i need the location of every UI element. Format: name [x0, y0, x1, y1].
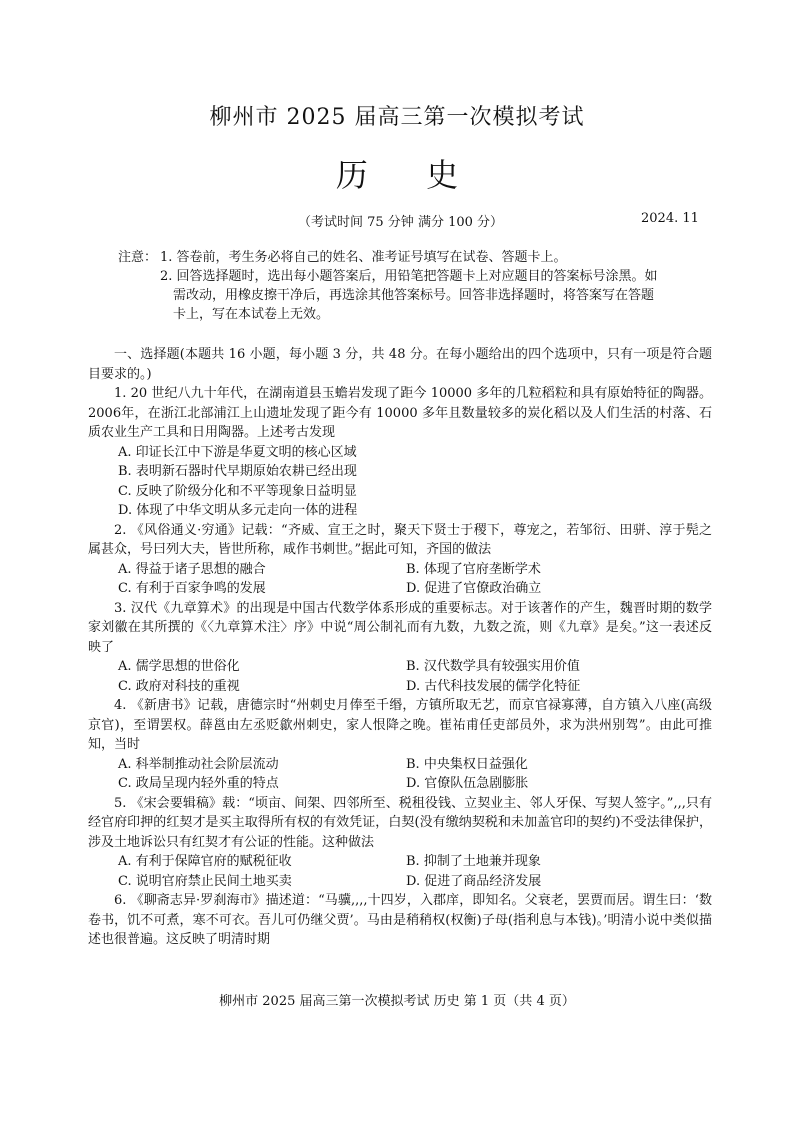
question-5-option-a: A. 有利于保障官府的赋税征收 [118, 854, 292, 869]
question-3-options [88, 657, 712, 696]
question-1-option-b: B. 表明新石器时代早期原始农耕已经出现 [118, 464, 357, 479]
notice-item-1: 1. 答卷前，考生务必将自己的姓名、准考证号填写在试卷、答题卡上。 [160, 250, 567, 265]
question-2-options [88, 560, 712, 599]
exam-meta: （考试时间 75 分钟 满分 100 分） [298, 215, 504, 230]
exam-title: 柳州市 2025 届高三第一次模拟考试 [209, 105, 585, 130]
question-1-option-c: C. 反映了阶级分化和不平等现象日益明显 [118, 483, 357, 499]
question-4-option-b: B. 中央集权日益强化 [406, 756, 528, 772]
question-content [88, 345, 712, 950]
question-2-option-a: A. 得益于诸子思想的融合 [118, 561, 266, 577]
question-4-option-a: A. 科举制推动社会阶层流动 [118, 756, 279, 772]
question-1-option-d: D. 体现了中华文明从多元走向一体的进程 [118, 503, 358, 518]
question-4-option-c: C. 政局呈现内轻外重的特点 [118, 776, 279, 791]
notice-item-2-line-2: 需改动，用橡皮擦干净后，再选涂其他答案标号。回答非选择题时，将答案写在答题 [173, 288, 655, 303]
question-1-options [88, 443, 712, 521]
subject-title: 历 史 [335, 156, 483, 194]
question-2-option-b: B. 体现了官府垄断学术 [406, 561, 541, 577]
question-5-options [88, 852, 712, 891]
notice-label: 注意： [118, 250, 158, 265]
question-4-option-d: D. 官僚队伍急剧膨胀 [406, 776, 529, 791]
question-4-stem: 4. 《新唐书》记载，唐德宗时“州刺史月俸至千缗，方镇所取无艺，而京官禄寡薄，自方镇入八座(高级京官)，至谓罢权。薛邕由左丞贬歙州刺史，家人恨降之晚。崔祐甫任吏部员外，求为洪州别驾”。由此可推知，当时 [88, 698, 712, 752]
question-1-option-a: A. 印证长江中下游是华夏文明的核心区域 [118, 444, 357, 460]
notice-item-2-line-1: 2. 回答选择题时，选出每小题答案后，用铅笔把答题卡上对应题目的答案标号涂黑。如 [160, 269, 658, 284]
question-5-option-d: D. 促进了商品经济发展 [406, 873, 542, 889]
exam-date: 2024. 11 [641, 211, 699, 226]
notice-item-2-line-3: 卡上，写在本试卷上无效。 [173, 307, 330, 322]
question-3-option-c: C. 政府对科技的重视 [118, 678, 240, 694]
question-3-option-d: D. 古代科技发展的儒学化特征 [406, 678, 581, 694]
question-5-option-b: B. 抑制了土地兼并现象 [406, 854, 541, 869]
question-4-options [88, 755, 712, 794]
question-3-option-b: B. 汉代数学具有较强实用价值 [406, 659, 580, 674]
question-2-stem: 2. 《风俗通义·穷通》记载：“齐威、宣王之时，聚天下贤士于稷下，尊宠之，若邹衍、田骈、淳于髡之属甚众，号曰列大夫，皆世所称，咸作书刺世。”据此可知，齐国的做法 [88, 522, 712, 557]
question-2-option-d: D. 促进了官僚政治确立 [406, 581, 542, 596]
question-2-option-c: C. 有利于百家争鸣的发展 [118, 581, 266, 596]
question-1-stem: 1. 20 世纪八九十年代，在湖南道县玉蟾岩发现了距今 10000 多年的几粒稻粒和具有原始特征的陶器。2006年，在浙江北部浦江上山遗址发现了距今有 10000 多年且数量较多的炭化稻以及人们生活的村落、石质农业生产工具和日用陶器。上述考古发现 [88, 386, 712, 440]
question-3-option-a: A. 儒学思想的世俗化 [118, 659, 240, 674]
notice-block [118, 248, 708, 324]
question-3-stem: 3. 汉代《九章算术》的出现是中国古代数学体系形成的重要标志。对于该著作的产生，魏晋时期的数学家刘徽在其所撰的《〈九章算术注〉序》中说“周公制礼而有九数，九数之流，则《九章》是矣。”这一表述反映了 [88, 600, 712, 655]
page-footer: 柳州市 2025 届高三第一次模拟考试 历史 第 1 页（共 4 页） [219, 994, 575, 1009]
question-6-stem: 6. 《聊斋志异·罗刹海市》描述道：“马骥,,,,十四岁，入郡庠，即知名。父衰老，罢贾而居。谓生曰：‘数卷书，饥不可煮，寒不可衣。吾儿可仍继父贾’。马由是稍稍权(权衡)子母(指利息与本钱)。’明清小说中类似描述也很普遍。这反映了明清时期 [88, 893, 712, 947]
section-heading: 一、选择题(本题共 16 小题，每小题 3 分，共 48 分。在每小题给出的四个选项中，只有一项是符合题目要求的。) [88, 347, 712, 382]
question-5-stem: 5. 《宋会要辑稿》载：“顷亩、间架、四邻所至、税租役钱、立契业主、邻人牙保、写契人签字。”,,,只有经官府印押的红契才是买主取得所有权的有效凭证，白契(没有缴纳契税和未加盖官印的契约)不受法律保护，涉及土地诉讼只有红契才有公证的性能。这种做法 [88, 795, 712, 850]
question-5-option-c: C. 说明官府禁止民间土地买卖 [118, 873, 292, 889]
